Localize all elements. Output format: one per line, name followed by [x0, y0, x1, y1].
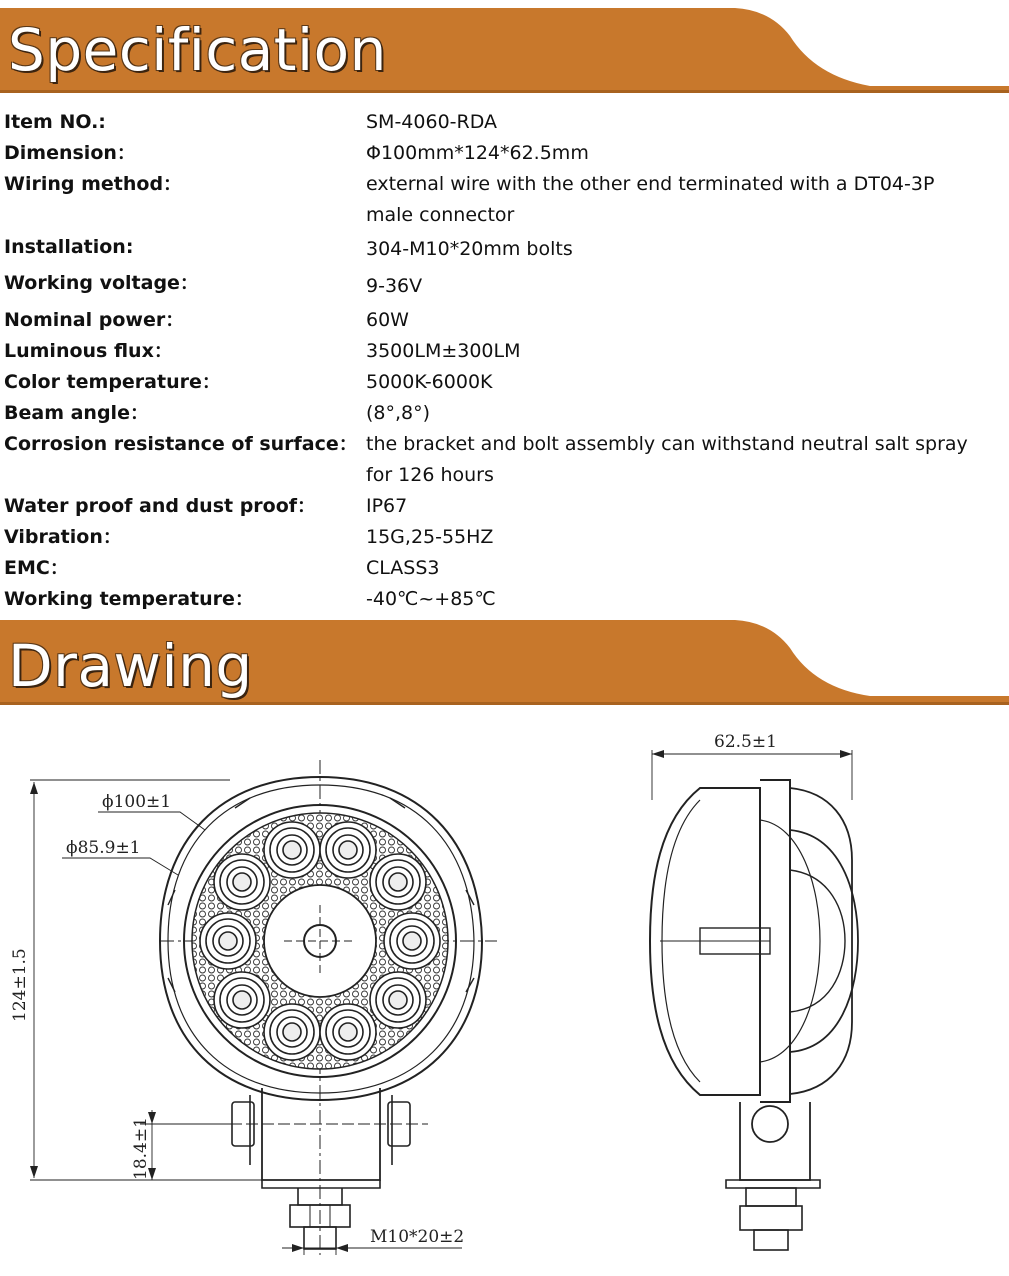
spec-label: Dimension：: [4, 142, 136, 164]
spec-row: [0, 584, 1009, 614]
spec-row: [0, 429, 1009, 491]
spec-label: Working voltage：: [4, 272, 199, 294]
spec-value: external wire with the other end terminated with a DT04-3P male connector: [366, 173, 935, 226]
spec-value: Φ100mm*124*62.5mm: [366, 142, 589, 164]
spec-row: [0, 268, 1009, 298]
spec-value: 60W: [366, 309, 409, 331]
spec-value: the bracket and bolt assembly can withstand neutral salt spray for 126 hours: [366, 433, 968, 486]
spec-label: Water proof and dust proof：: [4, 495, 317, 517]
specification-banner: [0, 6, 1009, 96]
side-view: [650, 750, 858, 1250]
dim-depth: 62.5±1: [714, 732, 777, 752]
spec-value: 5000K-6000K: [366, 371, 493, 393]
spec-row: [0, 491, 1009, 521]
drawing-banner: [0, 618, 1009, 708]
spec-label: Wiring method：: [4, 173, 183, 195]
spec-row: [0, 232, 1009, 262]
spec-value: SM-4060-RDA: [366, 111, 498, 133]
section-title-specification: Specification: [8, 16, 387, 84]
spec-row: [0, 522, 1009, 552]
spec-label: Beam angle：: [4, 402, 149, 424]
spec-label: Vibration：: [4, 526, 122, 548]
spec-label: EMC：: [4, 557, 69, 579]
spec-row: [0, 336, 1009, 366]
spec-value: 15G,25-55HZ: [366, 526, 494, 548]
front-view: [30, 760, 497, 1255]
spec-value: 3500LM±300LM: [366, 340, 521, 362]
spec-row: [0, 169, 1009, 231]
spec-label: Luminous flux：: [4, 340, 173, 362]
dim-bracket-height: 18.4±1: [131, 1117, 151, 1180]
spec-label: Installation:: [4, 236, 134, 258]
spec-value: -40℃~+85℃: [366, 588, 496, 610]
spec-value: (8°,8°): [366, 402, 431, 424]
dim-outer-diameter: ϕ100±1: [102, 792, 172, 812]
section-title-drawing: Drawing: [8, 632, 253, 700]
drawing-svg: [0, 710, 1009, 1270]
spec-row: [0, 553, 1009, 583]
spec-row: [0, 367, 1009, 397]
spec-label: Working temperature：: [4, 588, 254, 610]
spec-label: Corrosion resistance of surface：: [4, 433, 358, 455]
spec-row: [0, 398, 1009, 428]
spec-value: CLASS3: [366, 557, 440, 579]
spec-label: Item NO.:: [4, 111, 106, 133]
spec-row: [0, 107, 1009, 137]
spec-value: 9-36V: [366, 275, 423, 297]
technical-drawing: [0, 710, 1009, 1270]
dim-height: 124±1.5: [10, 948, 30, 1022]
dim-inner-diameter: ϕ85.9±1: [66, 838, 141, 858]
spec-row: [0, 305, 1009, 335]
spec-label: Color temperature：: [4, 371, 221, 393]
dim-bolt: M10*20±2: [370, 1227, 465, 1247]
spec-label: Nominal power：: [4, 309, 185, 331]
spec-row: [0, 138, 1009, 168]
spec-value: IP67: [366, 495, 408, 517]
spec-value: 304-M10*20mm bolts: [366, 238, 573, 260]
